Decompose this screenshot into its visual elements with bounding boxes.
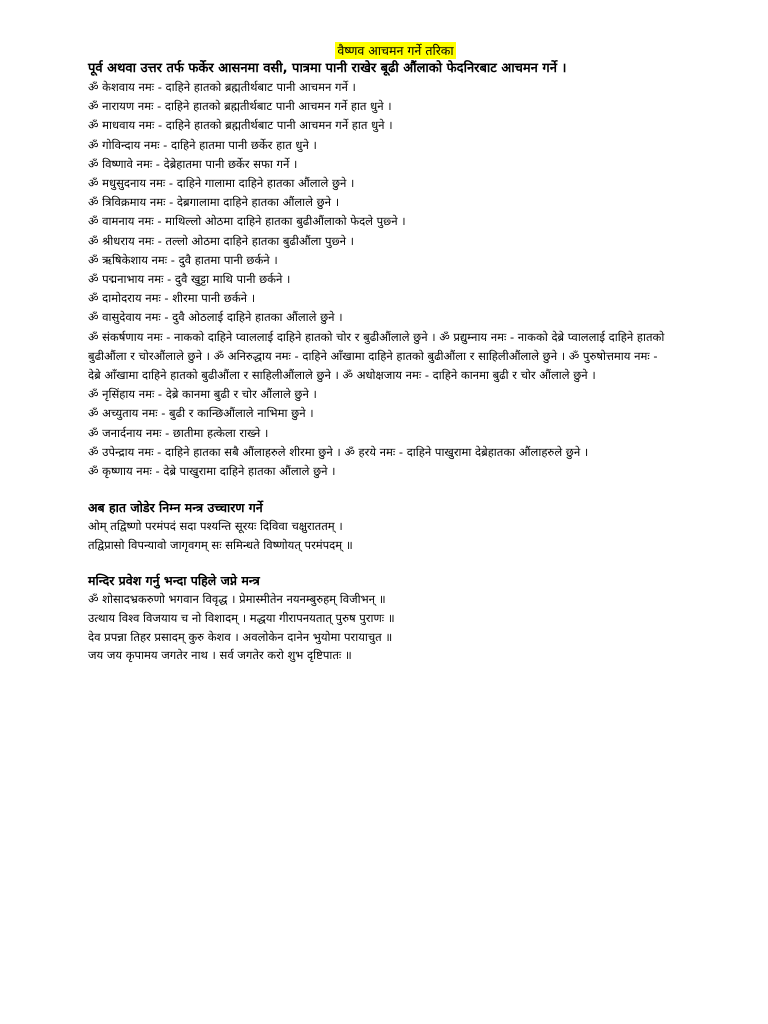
verse-line: देव प्रपन्ना तिहर प्रसादम् कुरु केशव । अवलोकेन दानेन भुयोमा परायाचुत ॥ <box>88 629 393 644</box>
verse-line: जय जय कृपामय जगतेर नाथ । सर्व जगतेर करो शुभ दृष्टिपातः ॥ <box>88 648 352 663</box>
mantra-line: ॐ वामनाय नमः - माथिल्लो ओठमा दाहिने हातका बुढीऔंलाको फेदले पुछ्ने । <box>88 214 406 229</box>
mantra-line: ॐ पद्मनाभाय नमः - दुवै खुट्टा माथि पानी छर्कने । <box>88 272 291 287</box>
section-gap <box>88 481 668 499</box>
mantra-line: ॐ श्रीधराय नमः - तल्लो ओठमा दाहिने हातका बुढीऔंला पुछ्ने । <box>88 233 355 248</box>
verse-line: ॐ शोसादभ्रकरुणो भगवान विवृद्ध । प्रेमास्मीतेन नयनम्बुरुहम् विजीभन् ॥ <box>88 592 386 607</box>
mantra-line: ॐ वासुदेवाय नमः - दुवै ओठलाई दाहिने हातका औंलाले छुने । <box>88 310 343 325</box>
mantra-paragraph: ॐ संकर्षणाय नमः - नाकको दाहिने प्वाललाई दाहिने हातको चोर र बुढीऔंलाले छुने । ॐ प्रद्युम्नाय नमः - नाकको देब्रे प्वाललाई दाहिने हातको बुढीऔंला र चोरऔंलाले छुने । ॐ अनिरुद्धाय नमः - दाहिने आँखामा दाहिने हातको बुढीऔंला र साहिलीऔंलाले छुने । ॐ पुरुषोत्तमाय नमः - देब्रे आँखामा दाहिने हातको बुढीऔंला र साहिलीऔंलाले छुने । ॐ अधोक्षजाय नमः - दाहिने कानमा बुढी र चोर औंलाले छुने । <box>88 329 665 383</box>
mantra-line: ॐ मधुसुदनाय नमः - दाहिने गालामा दाहिने हातका औंलाले छुने । <box>88 176 355 191</box>
document-title: वैष्णव आचमन गर्ने तरिका <box>337 43 454 58</box>
mantra-line: ॐ नारायण नमः - दाहिने हातको ब्रह्मतीर्थबाट पानी आचमन गर्ने हात धुने । <box>88 99 392 114</box>
mantra-line: ॐ त्रिविक्रमाय नमः - देब्रगालामा दाहिने हातका औंलाले छुने । <box>88 195 340 210</box>
verse-line: उत्थाय विश्व विजयाय च नो विशादम् । मद्धया गीरापनयतात् पुरुष पुराणः ॥ <box>88 611 395 626</box>
mantra-line: ॐ ऋषिकेशाय नमः - दुवै हातमा पानी छर्कने । <box>88 252 278 267</box>
section-heading: अब हात जोडेर निम्न मन्त्र उच्चारण गर्ने <box>88 500 263 516</box>
mantra-line: ॐ अच्युताय नमः - बुढी र कान्छिऔंलाले नाभिमा छुने । <box>88 406 314 421</box>
title-wrap <box>168 40 623 59</box>
verse-line: तद्विप्रासो विपन्यावो जागृवगम् सः समिन्धते विष्णोयत् परमंपदम् ॥ <box>88 537 353 552</box>
mantra-line: ॐ केशवाय नमः - दाहिने हातको ब्रह्मतीर्थबाट पानी आचमन गर्ने । <box>88 80 356 94</box>
instruction-heading: पूर्व अथवा उत्तर तर्फ फर्केर आसनमा वसी, पात्रमा पानी राखेर बूढी औंलाको फेदनिरबाट आचमन गर्ने । <box>88 61 567 76</box>
mantra-paragraph: ॐ उपेन्द्राय नमः - दाहिने हातका सबै औंलाहरुले शीरमा छुने । ॐ हरये नमः - दाहिने पाखुरामा देब्रेहातका औंलाहरुले छुने । <box>88 444 589 459</box>
mantra-line: ॐ नृसिंहाय नमः - देब्रे कानमा बुढी र चोर औंलाले छुने । <box>88 387 317 402</box>
mantra-line: ॐ विष्णावे नमः - देब्रेहातमा पानी छर्केर सफा गर्ने । <box>88 156 298 171</box>
mantra-list <box>88 78 668 481</box>
verse-line: ओम् तद्विष्णो परमंपदं सदा पश्यन्ति सूरयः दिविवा चक्षुराततम् । <box>88 519 343 534</box>
section-heading: मन्दिर प्रवेश गर्नु भन्दा पहिले जप्ने मन्त्र <box>88 573 260 589</box>
mantra-line: ॐ दामोदराय नमः - शीरमा पानी छर्कने । <box>88 291 256 306</box>
mantra-line: ॐ गोविन्दाय नमः - दाहिने हातमा पानी छर्केर हात धुने । <box>88 137 317 152</box>
document-page <box>88 40 668 665</box>
mantra-line: ॐ माधवाय नमः - दाहिने हातको ब्रह्मतीर्थबाट पानी आचमन गर्ने हात धुने । <box>88 118 393 133</box>
mantra-line: ॐ जनार्दनाय नमः - छातीमा हत्केला राख्ने । <box>88 425 269 440</box>
mantra-line: ॐ कृष्णाय नमः - देब्रे पाखुरामा दाहिने हातका औंलाले छुने । <box>88 464 336 479</box>
section-gap <box>88 554 668 572</box>
